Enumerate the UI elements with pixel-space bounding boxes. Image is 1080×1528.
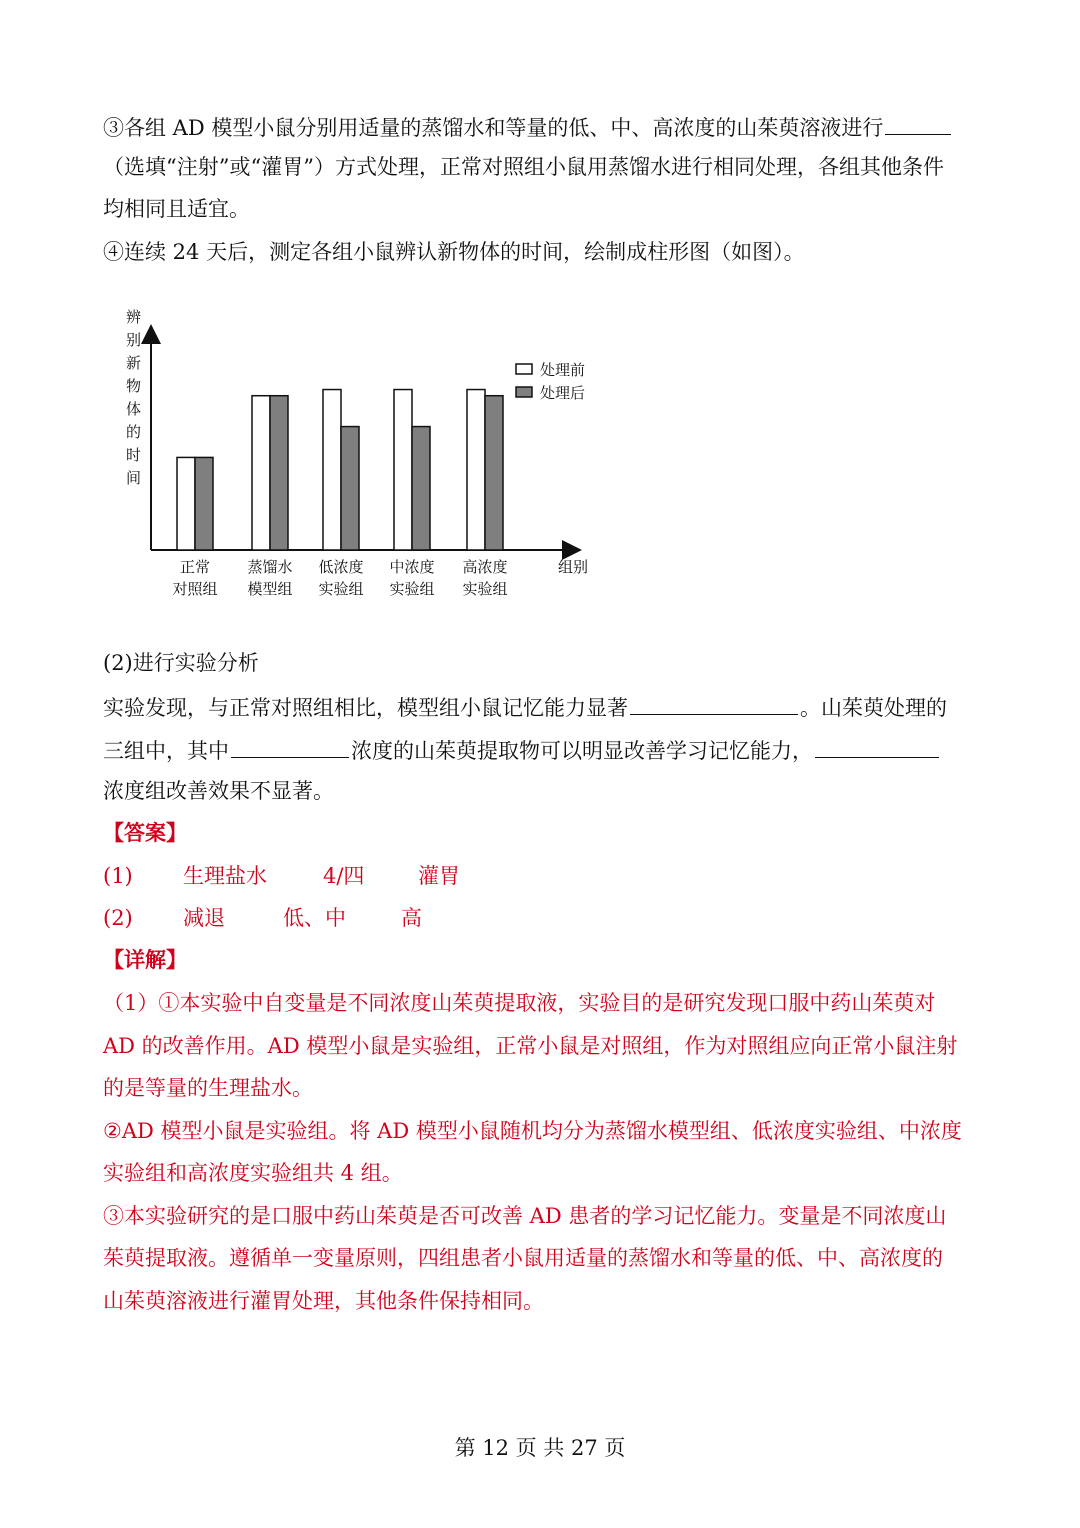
x-tick-labels	[172, 558, 507, 598]
answer-2-a: 减退	[183, 906, 225, 930]
step4-line: ④连续 24 天后，测定各组小鼠辨认新物体的时间，绘制成柱形图（如图）。	[103, 240, 805, 264]
bar-after-5	[485, 396, 503, 550]
y-label-char: 物	[126, 377, 142, 395]
explain-line-7: 茱萸提取液。遵循单一变量原则，四组患者小鼠用适量的蒸馏水和等量的低、中、高浓度的	[103, 1246, 943, 1270]
explain-line-3: 的是等量的生理盐水。	[103, 1076, 313, 1100]
legend-label: 处理前	[540, 361, 586, 379]
analysis-line1	[103, 690, 975, 723]
x-tick-label: 低浓度	[318, 558, 364, 576]
x-tick-label: 实验组	[318, 580, 364, 598]
bars	[177, 390, 503, 550]
bar-after-4	[412, 427, 430, 550]
answer-blank-1[interactable]	[885, 110, 951, 135]
x-tick-label: 中浓度	[389, 558, 435, 576]
answer-row-2	[103, 903, 975, 933]
y-label-char: 别	[126, 331, 142, 349]
x-tick-label: 高浓度	[462, 558, 508, 576]
analysis-heading: (2)进行实验分析	[103, 651, 259, 675]
analysis-text-1a: 实验发现，与正常对照组相比，模型组小鼠记忆能力显著	[103, 696, 628, 720]
bar-before-4	[394, 390, 412, 550]
legend	[516, 361, 585, 402]
step3-line2: （选填“注射”或“灌胃”）方式处理，正常对照组小鼠用蒸馏水进行相同处理，各组其他条件	[103, 155, 944, 179]
answer-2-c: 高	[401, 906, 422, 930]
explain-line-8: 山茱萸溶液进行灌胃处理，其他条件保持相同。	[103, 1289, 544, 1313]
analysis-text-1b: 。山茱萸处理的	[800, 696, 947, 720]
answer-blank-4[interactable]	[815, 733, 939, 758]
y-label-char: 时	[126, 446, 142, 464]
y-label-char: 间	[126, 469, 142, 487]
analysis-line2	[103, 733, 975, 766]
bar-chart	[110, 296, 610, 606]
bar-before-2	[252, 396, 270, 550]
page-footer: 第 12 页 共 27 页	[454, 1436, 626, 1460]
x-tick-label: 正常	[179, 558, 211, 576]
explain-line-2: AD 的改善作用。AD 模型小鼠是实验组，正常小鼠是对照组，作为对照组应向正常小鼠注射	[103, 1034, 958, 1058]
bar-before-3	[323, 390, 341, 550]
y-axis-label	[126, 308, 141, 487]
answer-blank-3[interactable]	[231, 733, 349, 758]
bar-after-2	[270, 396, 288, 550]
bar-before-5	[467, 390, 485, 550]
y-label-char: 新	[126, 354, 142, 372]
x-tick-label: 实验组	[389, 580, 435, 598]
explain-line-1: （1）①本实验中自变量是不同浓度山茱萸提取液，实验目的是研究发现口服中药山茱萸对	[103, 991, 936, 1015]
legend-label: 处理后	[540, 384, 586, 402]
explain-line-5: 实验组和高浓度实验组共 4 组。	[103, 1161, 403, 1185]
answer-2-number: (2)	[103, 906, 133, 930]
x-tick-label: 蒸馏水	[247, 558, 293, 576]
x-tick-label: 对照组	[172, 580, 218, 598]
answer-blank-2[interactable]	[630, 690, 798, 715]
explain-line-4: ②AD 模型小鼠是实验组。将 AD 模型小鼠随机均分为蒸馏水模型组、低浓度实验组、中浓度	[103, 1119, 962, 1143]
answer-1-a: 生理盐水	[183, 864, 267, 888]
analysis-line3: 浓度组改善效果不显著。	[103, 779, 334, 803]
step3-text-1: ③各组 AD 模型小鼠分别用适量的蒸馏水和等量的低、中、高浓度的山茱萸溶液进行	[103, 116, 884, 140]
answer-row-1	[103, 861, 975, 891]
answer-1-c: 灌胃	[418, 864, 460, 888]
y-label-char: 辨	[126, 308, 142, 326]
answer-1-number: (1)	[103, 864, 133, 888]
bar-after-3	[341, 427, 359, 550]
answer-heading: 【答案】	[103, 820, 187, 845]
explain-line-6: ③本实验研究的是口服中药山茱萸是否可改善 AD 患者的学习记忆能力。变量是不同浓度山	[103, 1204, 947, 1228]
analysis-text-2b: 浓度的山茱萸提取物可以明显改善学习记忆能力，	[351, 739, 813, 763]
y-label-char: 的	[126, 423, 142, 441]
explain-heading: 【详解】	[103, 947, 187, 972]
legend-swatch	[516, 364, 532, 374]
analysis-text-2a: 三组中，其中	[103, 739, 229, 763]
answer-2-b: 低、中	[283, 906, 346, 930]
answer-1-b: 4/四	[323, 864, 365, 888]
x-tick-label: 实验组	[462, 580, 508, 598]
bar-before-1	[177, 457, 195, 550]
x-axis-label: 组别	[558, 558, 589, 576]
legend-swatch	[516, 387, 532, 397]
bar-after-1	[195, 457, 213, 550]
x-tick-label: 模型组	[247, 580, 293, 598]
y-label-char: 体	[126, 400, 142, 418]
step3-line1	[103, 110, 975, 143]
step3-line3: 均相同且适宜。	[103, 197, 250, 221]
